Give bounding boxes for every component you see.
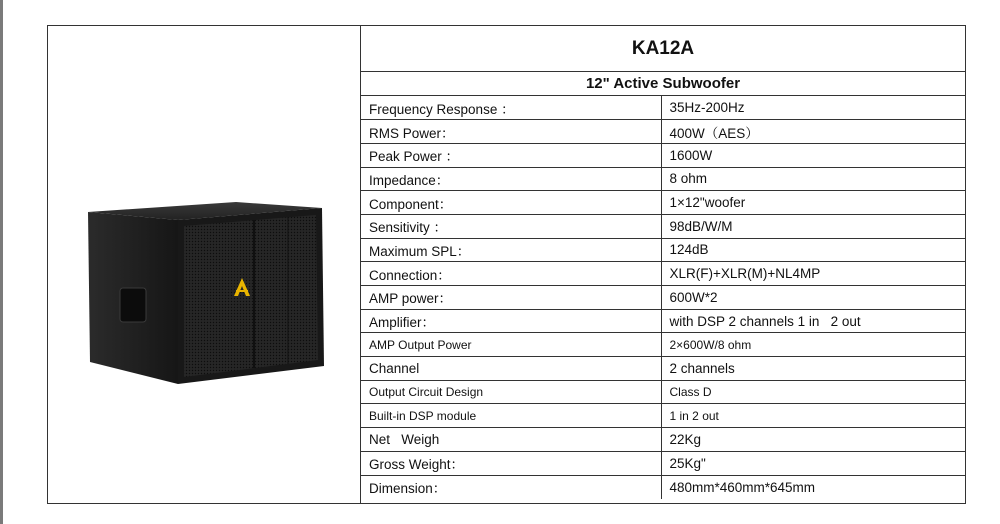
spec-row	[361, 428, 965, 452]
spec-value: with DSP 2 channels 1 in 2 out	[661, 309, 965, 333]
spec-row	[361, 357, 965, 381]
spec-row	[361, 309, 965, 333]
product-subtitle: 12" Active Subwoofer	[361, 72, 965, 96]
spec-row	[361, 404, 965, 428]
spec-value: 2 channels	[661, 357, 965, 381]
spec-sheet	[47, 25, 966, 504]
spec-value: 1600W	[661, 143, 965, 167]
spec-value: 1×12"woofer	[661, 191, 965, 215]
spec-value: 1 in 2 out	[661, 404, 965, 428]
spec-label: RMS Power：	[361, 120, 661, 144]
spec-row	[361, 451, 965, 475]
spec-row	[361, 262, 965, 286]
spec-value: Class D	[661, 380, 965, 404]
spec-row	[361, 191, 965, 215]
product-photo-cell	[48, 26, 361, 503]
spec-table	[361, 96, 965, 499]
spec-label: Channel	[361, 357, 661, 381]
spec-label: Maximum SPL：	[361, 238, 661, 262]
spec-row	[361, 120, 965, 144]
spec-value: 8 ohm	[661, 167, 965, 191]
spec-column	[361, 26, 965, 503]
spec-value: 98dB/W/M	[661, 214, 965, 238]
spec-row	[361, 333, 965, 357]
subwoofer-image	[86, 198, 372, 388]
model-title: KA12A	[361, 26, 965, 72]
spec-label: Peak Power ：	[361, 143, 661, 167]
spec-label: Frequency Response ：	[361, 96, 661, 120]
spec-label: Dimension：	[361, 475, 661, 499]
spec-label: Net Weigh	[361, 428, 661, 452]
spec-value: 480mm*460mm*645mm	[661, 475, 965, 499]
spec-label: Output Circuit Design	[361, 380, 661, 404]
spec-value: XLR(F)+XLR(M)+NL4MP	[661, 262, 965, 286]
spec-label: AMP Output Power	[361, 333, 661, 357]
spec-row	[361, 167, 965, 191]
spec-label: Impedance：	[361, 167, 661, 191]
spec-row	[361, 214, 965, 238]
spec-value: 124dB	[661, 238, 965, 262]
spec-value: 2×600W/8 ohm	[661, 333, 965, 357]
spec-label: Built-in DSP module	[361, 404, 661, 428]
spec-label: Connection：	[361, 262, 661, 286]
spec-value: 35Hz-200Hz	[669, 100, 745, 116]
spec-row	[361, 238, 965, 262]
spec-label: Gross Weight：	[361, 451, 661, 475]
spec-label: Amplifier：	[361, 309, 661, 333]
spec-row	[361, 380, 965, 404]
spec-label: Sensitivity ：	[361, 214, 661, 238]
spec-row	[361, 286, 965, 310]
spec-label: AMP power：	[361, 286, 661, 310]
spec-label: Component：	[361, 191, 661, 215]
spec-value: 600W*2	[661, 286, 965, 310]
spec-value: 22Kg	[661, 428, 965, 452]
spec-value: 25Kg"	[661, 451, 965, 475]
spec-value: 400W（AES）	[661, 120, 965, 144]
spec-row	[361, 475, 965, 499]
spec-row	[361, 143, 965, 167]
left-edge-bar	[0, 0, 3, 524]
spec-row	[361, 96, 965, 120]
